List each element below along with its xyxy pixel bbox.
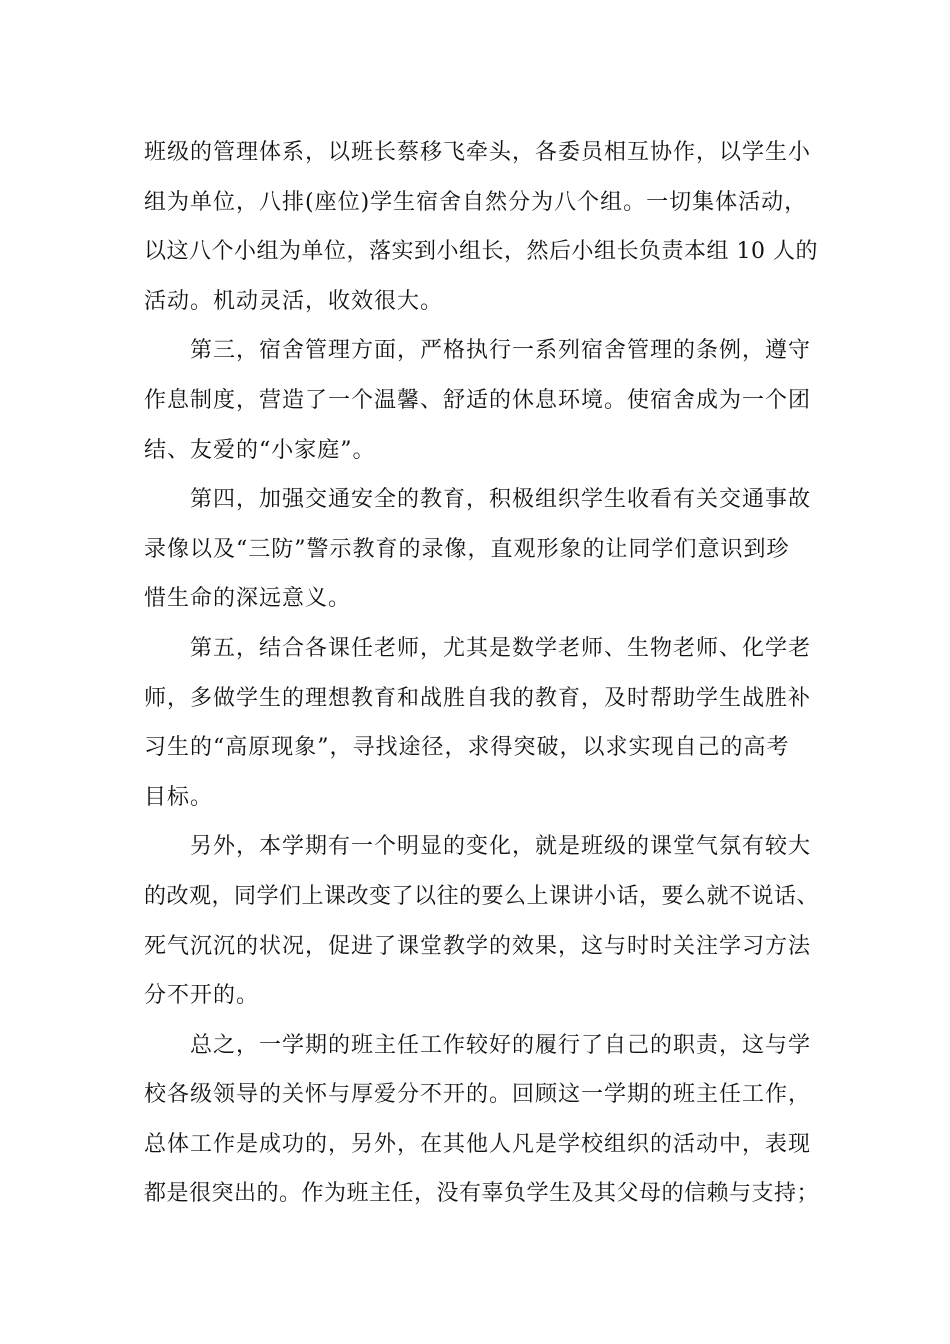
text-line: 活动。机动灵活，收效很大。 <box>144 288 444 314</box>
text-line: 分不开的。 <box>144 983 260 1009</box>
text-line: 的改观，同学们上课改变了以往的要么上课讲小话，要么就不说话、 <box>144 883 820 909</box>
text-line: 惜生命的深远意义。 <box>144 586 352 612</box>
text-line: 以这八个小组为单位，落实到小组长，然后小组长负责本组 10 人的 <box>144 239 818 265</box>
text-line: 都是很突出的。作为班主任，没有辜负学生及其父母的信赖与支持； <box>144 1181 820 1207</box>
document-body <box>144 128 824 1219</box>
text-line: 死气沉沉的状况，促进了课堂教学的效果，这与时时关注学习方法 <box>144 933 812 959</box>
text-line: 目标。 <box>144 784 214 810</box>
paragraph-start-line: 第五，结合各课任老师，尤其是数学老师、生物老师、化学老 <box>190 635 812 661</box>
text-line: 习生的“高原现象”，寻找途径，求得突破，以求实现自己的高考 <box>144 735 790 761</box>
paragraph-start-line: 总之，一学期的班主任工作较好的履行了自己的职责，这与学 <box>190 1032 812 1058</box>
paragraph-start-line: 第三，宿舍管理方面，严格执行一系列宿舍管理的条例，遵守 <box>190 338 812 364</box>
text-line: 录像以及“三防”警示教育的录像，直观形象的让同学们意识到珍 <box>144 536 790 562</box>
text-line: 作息制度，营造了一个温馨、舒适的休息环境。使宿舍成为一个团 <box>144 387 812 413</box>
text-line: 结、友爱的“小家庭”。 <box>144 437 376 463</box>
text-line: 校各级领导的关怀与厚爱分不开的。回顾这一学期的班主任工作， <box>144 1082 812 1108</box>
text-line: 班级的管理体系，以班长蔡移飞牵头，各委员相互协作，以学生小 <box>144 140 812 165</box>
paragraph-start-line: 另外，本学期有一个明显的变化，就是班级的课堂气氛有较大 <box>190 834 812 860</box>
text-line: 师，多做学生的理想教育和战胜自我的教育，及时帮助学生战胜补 <box>144 685 812 711</box>
paragraph-start-line: 第四，加强交通安全的教育，积极组织学生收看有关交通事故 <box>190 487 812 513</box>
text-line: 组为单位，八排(座位)学生宿舍自然分为八个组。一切集体活动， <box>144 189 808 215</box>
text-line: 总体工作是成功的，另外，在其他人凡是学校组织的活动中，表现 <box>144 1131 812 1157</box>
